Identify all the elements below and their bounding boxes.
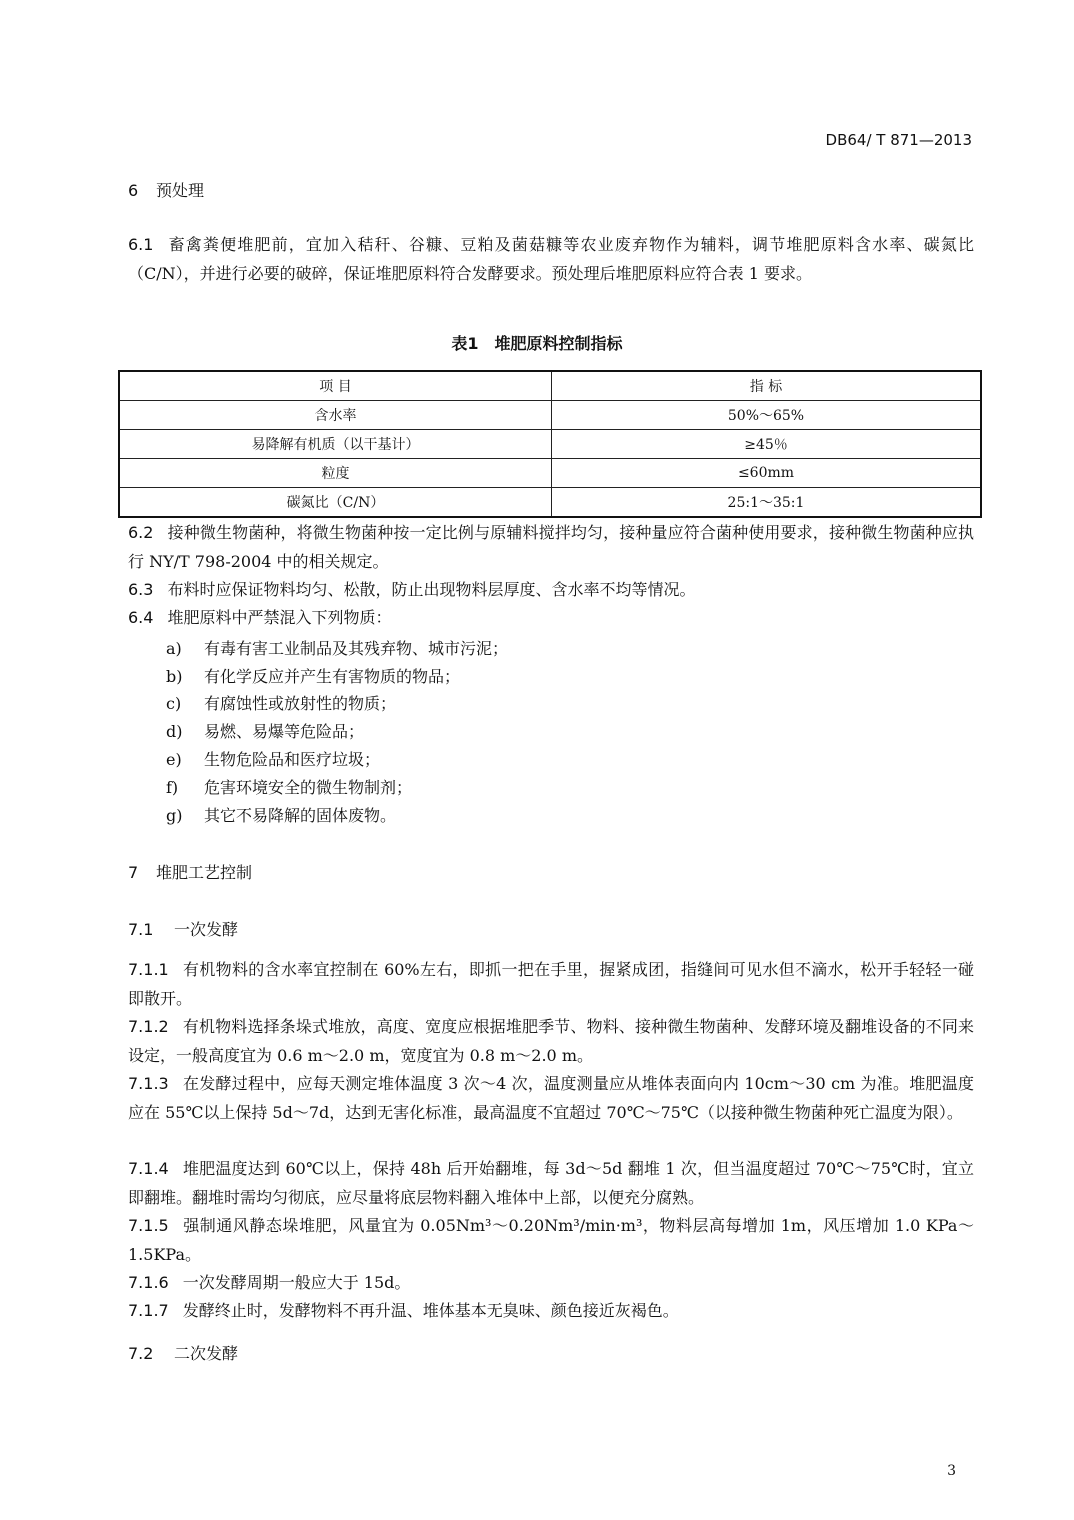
clause-7-1-1 (128, 955, 974, 1013)
subsection-title: 一次发酵 (174, 920, 239, 939)
header-item: 项 目 (119, 371, 552, 401)
clause-7-1-3 (128, 1069, 974, 1127)
list-marker: f) (166, 778, 179, 797)
clause-text: 布料时应保证物料均匀、松散，防止出现物料层厚度、含水率不均等情况。 (167, 580, 696, 599)
section-7-heading (128, 860, 252, 883)
list-text: 有化学反应并产生有害物质的物品； (204, 667, 461, 686)
compost-material-table (118, 370, 982, 518)
clause-number: 6.4 (128, 608, 154, 627)
section-number: 7 (128, 863, 139, 882)
list-text: 危害环境安全的微生物制剂； (204, 778, 413, 797)
section-title: 堆肥工艺控制 (156, 863, 253, 882)
section-6-heading (128, 178, 204, 201)
list-text: 生物危险品和医疗垃圾； (204, 750, 381, 769)
page-number: 3 (947, 1463, 956, 1479)
clause-text: 有机物料的含水率宜控制在 60%左右，即抓一把在手里，握紧成团，指缝间可见水但不滴水，松开手轻轻一碰即散开。 (128, 960, 974, 1008)
clause-number: 6.2 (128, 523, 154, 542)
subsection-7-1-heading (128, 917, 238, 940)
subsection-number: 7.1 (128, 920, 154, 939)
clause-7-1-5 (128, 1211, 974, 1269)
cell-item: 碳氮比（C/N） (119, 488, 552, 518)
list-item (166, 747, 380, 770)
cell-value: 50%～65% (552, 401, 982, 430)
list-marker: g) (166, 806, 183, 825)
subsection-7-2-heading (128, 1341, 238, 1364)
list-marker: c) (166, 694, 182, 713)
clause-number: 7.1.2 (128, 1017, 169, 1036)
subsection-title: 二次发酵 (174, 1344, 239, 1363)
clause-number: 7.1.3 (128, 1074, 169, 1093)
clause-number: 6.1 (128, 235, 154, 254)
list-item (166, 691, 396, 714)
list-item (166, 803, 396, 826)
table-header-row (119, 371, 981, 401)
cell-value: ≥45％ (552, 430, 982, 459)
clause-text: 在发酵过程中，应每天测定堆体温度 3 次～4 次，温度测量应从堆体表面向内 10cm～30 cm 为准。堆肥温度应在 55℃以上保持 5d～7d，达到无害化标准，最高温度不宜超过 70℃～75℃（以接种微生物菌种死亡温度为限）。 (128, 1074, 974, 1122)
cell-item: 粒度 (119, 459, 552, 488)
clause-text: 强制通风静态垛堆肥，风量宜为 0.05Nm³～0.20Nm³/min·m³，物料层高每增加 1m，风压增加 1.0 KPa～1.5KPa。 (128, 1216, 974, 1264)
section-number: 6 (128, 181, 139, 200)
cell-item: 易降解有机质（以干基计） (119, 430, 552, 459)
clause-number: 7.1.7 (128, 1301, 169, 1320)
clause-6-4 (128, 603, 391, 632)
cell-item: 含水率 (119, 401, 552, 430)
list-item (166, 719, 364, 742)
clause-text: 一次发酵周期一般应大于 15d。 (182, 1273, 411, 1292)
table-row (119, 430, 981, 459)
list-text: 其它不易降解的固体废物。 (204, 806, 397, 825)
clause-text: 畜禽粪便堆肥前，宜加入秸秆、谷糠、豆粕及菌菇糠等农业废弃物作为辅料，调节堆肥原料含水率、碳氮比（C/N），并进行必要的破碎，保证堆肥原料符合发酵要求。预处理后堆肥原料应符合表 1 要求。 (128, 235, 974, 283)
clause-7-1-7 (128, 1296, 679, 1325)
table-row (119, 488, 981, 518)
clause-text: 堆肥温度达到 60℃以上，保持 48h 后开始翻堆，每 3d～5d 翻堆 1 次，但当温度超过 70℃～75℃时，宜立即翻堆。翻堆时需均匀彻底，应尽量将底层物料翻入堆体中上部，以便充分腐熟。 (128, 1159, 974, 1207)
section-title: 预处理 (156, 181, 205, 200)
cell-value: 25:1～35:1 (552, 488, 982, 518)
clause-6-1 (128, 230, 974, 288)
table-caption: 表1 堆肥原料控制指标 (451, 334, 623, 353)
list-marker: a) (166, 639, 182, 658)
clause-number: 7.1.5 (128, 1216, 169, 1235)
list-item (166, 664, 460, 687)
document-code: DB64/ T 871—2013 (825, 131, 972, 149)
clause-number: 7.1.1 (128, 960, 169, 979)
table-row (119, 459, 981, 488)
clause-text: 堆肥原料中严禁混入下列物质： (167, 608, 392, 627)
clause-text: 发酵终止时，发酵物料不再升温、堆体基本无臭味、颜色接近灰褐色。 (182, 1301, 679, 1320)
header-index: 指 标 (552, 371, 982, 401)
clause-7-1-2 (128, 1012, 974, 1070)
list-text: 有腐蚀性或放射性的物质； (204, 694, 397, 713)
clause-7-1-4 (128, 1154, 974, 1212)
list-marker: b) (166, 667, 183, 686)
clause-number: 6.3 (128, 580, 154, 599)
clause-6-2 (128, 518, 974, 576)
clause-text: 有机物料选择条垛式堆放，高度、宽度应根据堆肥季节、物料、接种微生物菌种、发酵环境及翻堆设备的不同来设定，一般高度宜为 0.6 m～2.0 m，宽度宜为 0.8 m～2.0 m。 (128, 1017, 974, 1065)
list-item (166, 775, 412, 798)
list-text: 有毒有害工业制品及其残弃物、城市污泥； (204, 639, 509, 658)
clause-number: 7.1.4 (128, 1159, 169, 1178)
list-text: 易燃、易爆等危险品； (204, 722, 365, 741)
subsection-number: 7.2 (128, 1344, 154, 1363)
clause-text: 接种微生物菌种，将微生物菌种按一定比例与原辅料搅拌均匀，接种量应符合菌种使用要求，接种微生物菌种应执行 NY/T 798-2004 中的相关规定。 (128, 523, 974, 571)
list-marker: e) (166, 750, 182, 769)
clause-number: 7.1.6 (128, 1273, 169, 1292)
clause-7-1-6 (128, 1268, 410, 1297)
table-row (119, 401, 981, 430)
list-item (166, 636, 508, 659)
clause-6-3 (128, 575, 695, 604)
cell-value: ≤60mm (552, 459, 982, 488)
list-marker: d) (166, 722, 183, 741)
